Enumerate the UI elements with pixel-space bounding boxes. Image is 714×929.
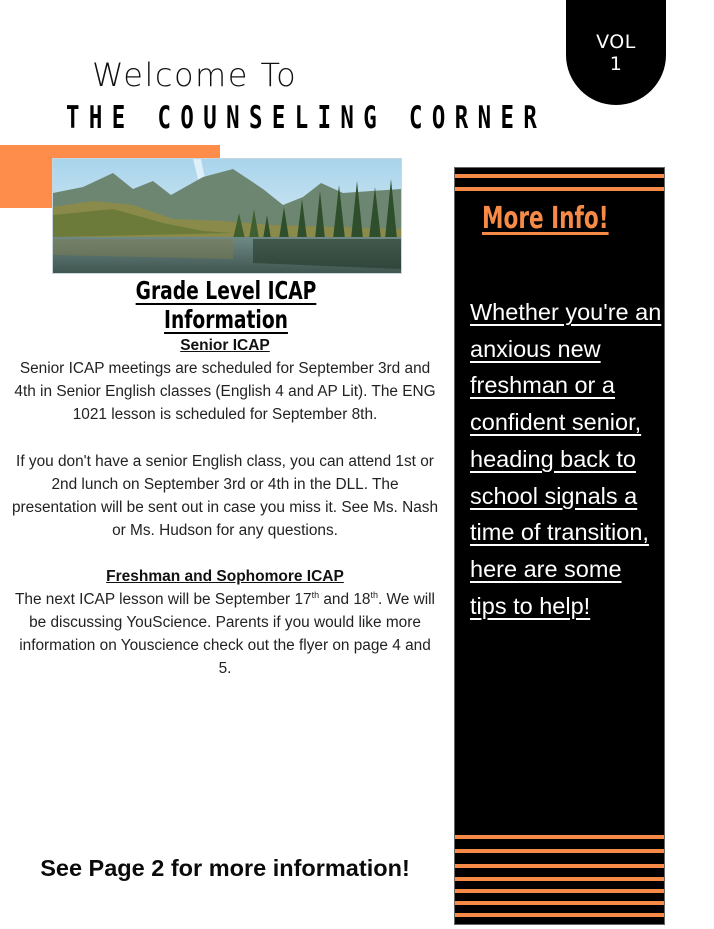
stripe-bottom-7 [455,913,664,917]
senior-icap-paragraph-1: Senior ICAP meetings are scheduled for September 3rd and 4th in Senior English classes (English 4 and AP Lit). The ENG 1021 lesson is scheduled for September 8th. [14,360,436,423]
senior-icap-title: Senior ICAP [180,337,270,354]
freshman-sophomore-icap-title: Freshman and Sophomore ICAP [106,568,344,585]
welcome-text: Welcome To [92,56,298,94]
more-info-sidebar [454,167,665,925]
stripe-bottom-4 [455,877,664,881]
volume-number: 1 [609,53,623,75]
section-heading: Grade Level ICAP Information [135,276,317,334]
stripe-bottom-2 [455,849,664,853]
freshman-sophomore-icap-paragraph: The next ICAP lesson will be September 17th and 18th. We will be discussing YouScience. Parents if you would like more information on Youscience check out the flyer on page 4 and 5. [15,590,435,677]
landscape-illustration [53,159,401,273]
hero-landscape-image [52,158,402,274]
stripe-bottom-6 [455,901,664,905]
stripe-bottom-3 [455,864,664,868]
more-info-heading: More Info! [482,201,609,236]
stripe-bottom-5 [455,889,664,893]
stripe-top-2 [455,187,664,191]
senior-icap-paragraph-2-block [12,450,438,542]
see-page-2-note: See Page 2 for more information! [40,855,410,881]
stripe-top-1 [455,174,664,178]
newsletter-title: THE COUNSELING CORNER [66,100,547,136]
volume-badge [566,0,666,105]
transition-tips-link[interactable]: Whether you're an anxious new freshman or a confident senior, heading back to school signals a time of transition, here are some tips to help! [470,299,662,619]
senior-icap-section [12,334,438,426]
stripe-bottom-1 [455,835,664,839]
freshman-sophomore-icap-section [12,565,438,680]
senior-icap-paragraph-2: If you don't have a senior English class, you can attend 1st or 2nd lunch on September 3rd or 4th in the DLL. The presentation will be sent out in case you miss it. See Ms. Nash or Ms. Hudson for any questions. [12,453,439,539]
volume-label: VOL [596,31,636,53]
